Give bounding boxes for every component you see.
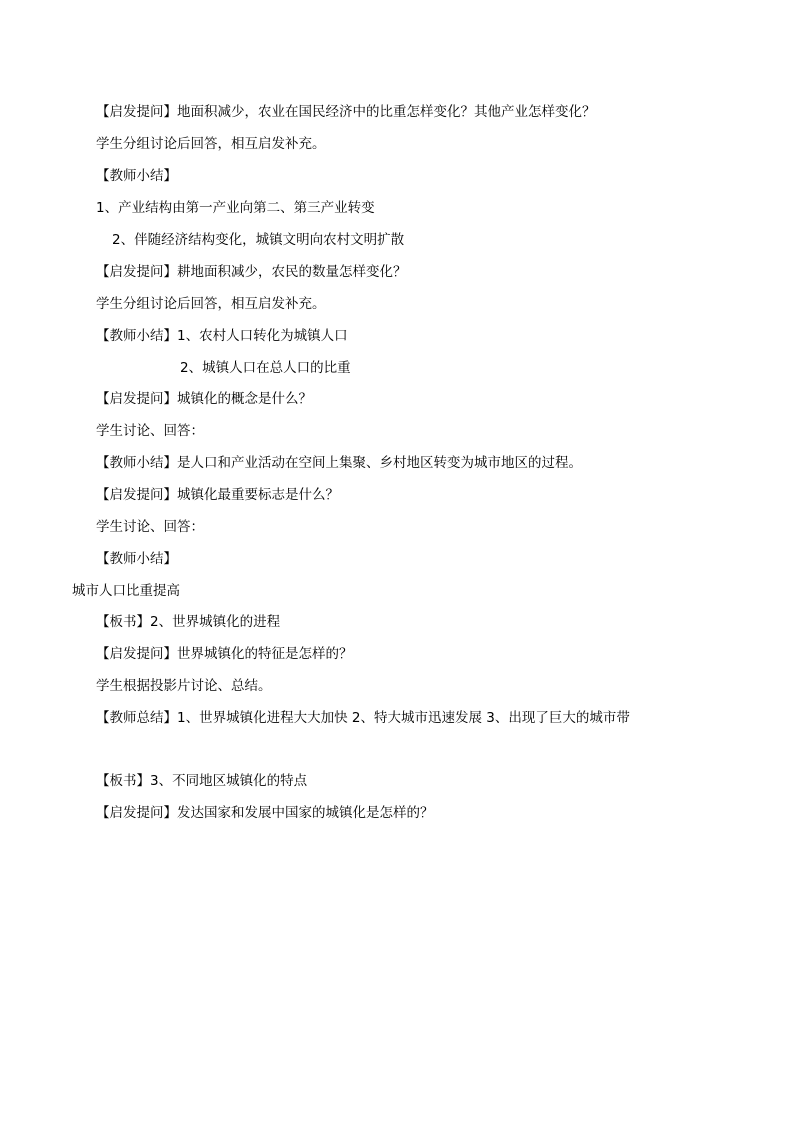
teacher-summary-heading: 【教师小结】 (96, 168, 177, 184)
student-answer: 学生讨论、回答： (96, 423, 204, 439)
student-discussion: 学生分组讨论后回答，相互启发补充。 (96, 296, 326, 312)
question-prompt-world: 【启发提问】世界城镇化的特征是怎样的？ (96, 646, 353, 662)
teacher-summary-population: 【教师小结】1、农村人口转化为城镇人口 (96, 328, 348, 344)
teacher-summary-heading: 【教师小结】 (96, 551, 177, 567)
board-note-3: 【板书】3、不同地区城镇化的特点 (96, 773, 308, 789)
summary-point-1: 1、产业结构由第一产业向第二、第三产业转变 (96, 200, 375, 216)
student-discussion: 学生分组讨论后回答，相互启发补充。 (96, 136, 326, 152)
student-answer: 学生讨论、回答： (96, 519, 204, 535)
student-summary: 学生根据投影片讨论、总结。 (96, 678, 272, 694)
summary-urban-ratio: 城市人口比重提高 (72, 583, 180, 599)
board-note-2: 【板书】2、世界城镇化的进程 (96, 614, 281, 630)
teacher-summary-concept: 【教师小结】是人口和产业活动在空间上集聚、乡村地区转变为城市地区的过程。 (96, 455, 582, 471)
question-prompt-countries: 【启发提问】发达国家和发展中国家的城镇化是怎样的？ (96, 805, 434, 821)
question-prompt-land: 【启发提问】地面积减少，农业在国民经济中的比重怎样变化？其他产业怎样变化？ (96, 104, 596, 120)
question-prompt-farmers: 【启发提问】耕地面积减少，农民的数量怎样变化？ (96, 264, 407, 280)
teacher-conclusion-world: 【教师总结】1、世界城镇化进程大大加快 2、特大城市迅速发展 3、出现了巨大的城市带 (96, 710, 630, 726)
question-prompt-indicator: 【启发提问】城镇化最重要标志是什么？ (96, 487, 339, 503)
question-prompt-concept: 【启发提问】城镇化的概念是什么？ (96, 391, 312, 407)
summary-point-2: 2、伴随经济结构变化，城镇文明向农村文明扩散 (112, 232, 405, 248)
summary-point-urban-share: 2、城镇人口在总人口的比重 (180, 360, 351, 376)
